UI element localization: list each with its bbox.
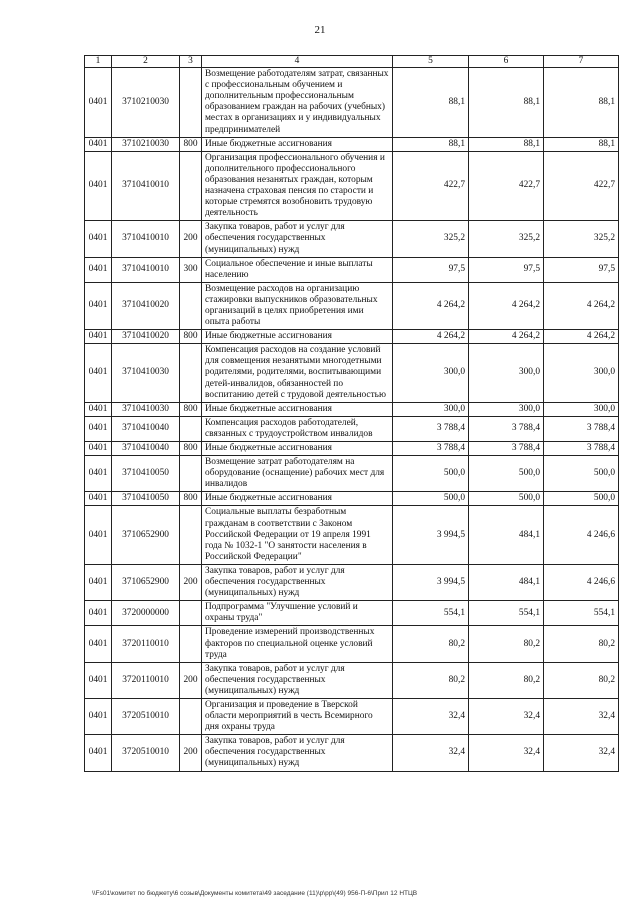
section-code-cell: 0401 (85, 151, 112, 221)
section-code-cell: 0401 (85, 506, 112, 564)
expense-type-cell (180, 456, 202, 492)
amount-col-7-cell: 80,2 (544, 662, 619, 698)
amount-col-6-cell: 325,2 (469, 221, 544, 257)
table-row (85, 221, 619, 257)
expense-type-cell: 200 (180, 564, 202, 600)
table-header-row (85, 56, 619, 68)
header-col-6: 6 (469, 56, 544, 68)
description-cell: Иные бюджетные ассигнования (202, 330, 393, 344)
amount-col-7-cell: 422,7 (544, 151, 619, 221)
description-cell: Возмещение работодателям затрат, связанных с профессиональным обучением и дополнительным профессиональным образованием граждан на рабочих (учебных) местах в организациях и у индивидуальных предпринимателей (202, 68, 393, 138)
amount-col-5-cell: 80,2 (393, 626, 469, 662)
amount-col-7-cell: 80,2 (544, 626, 619, 662)
description-cell: Иные бюджетные ассигнования (202, 442, 393, 456)
amount-col-5-cell: 300,0 (393, 402, 469, 416)
expense-type-cell (180, 601, 202, 626)
table-row (85, 442, 619, 456)
target-article-cell: 3710210030 (112, 137, 180, 151)
amount-col-6-cell: 4 264,2 (469, 330, 544, 344)
section-code-cell: 0401 (85, 456, 112, 492)
amount-col-6-cell: 484,1 (469, 564, 544, 600)
expense-type-cell (180, 698, 202, 734)
target-article-cell: 3710410010 (112, 221, 180, 257)
amount-col-6-cell: 88,1 (469, 137, 544, 151)
target-article-cell: 3710652900 (112, 506, 180, 564)
section-code-cell: 0401 (85, 68, 112, 138)
amount-col-6-cell: 97,5 (469, 257, 544, 282)
table-row (85, 456, 619, 492)
target-article-cell: 3710410030 (112, 344, 180, 402)
section-code-cell: 0401 (85, 344, 112, 402)
expense-type-cell: 200 (180, 662, 202, 698)
expense-type-cell (180, 626, 202, 662)
amount-col-5-cell: 80,2 (393, 662, 469, 698)
description-cell: Возмещение затрат работодателям на оборудование (оснащение) рабочих мест для инвалидов (202, 456, 393, 492)
expense-type-cell (180, 344, 202, 402)
target-article-cell: 3710410020 (112, 282, 180, 329)
description-cell: Подпрограмма "Улучшение условий и охраны труда" (202, 601, 393, 626)
amount-col-6-cell: 80,2 (469, 662, 544, 698)
amount-col-7-cell: 325,2 (544, 221, 619, 257)
target-article-cell: 3720110010 (112, 662, 180, 698)
amount-col-6-cell: 32,4 (469, 735, 544, 771)
amount-col-7-cell: 554,1 (544, 601, 619, 626)
amount-col-7-cell: 300,0 (544, 402, 619, 416)
expense-type-cell: 200 (180, 221, 202, 257)
amount-col-6-cell: 32,4 (469, 698, 544, 734)
table-row (85, 257, 619, 282)
expense-type-cell (180, 151, 202, 221)
amount-col-5-cell: 88,1 (393, 68, 469, 138)
amount-col-6-cell: 422,7 (469, 151, 544, 221)
table-row (85, 698, 619, 734)
amount-col-7-cell: 3 788,4 (544, 442, 619, 456)
amount-col-5-cell: 4 264,2 (393, 330, 469, 344)
amount-col-6-cell: 88,1 (469, 68, 544, 138)
table-row (85, 492, 619, 506)
amount-col-7-cell: 3 788,4 (544, 416, 619, 441)
table-row (85, 626, 619, 662)
header-col-3: 3 (180, 56, 202, 68)
amount-col-5-cell: 3 788,4 (393, 442, 469, 456)
target-article-cell: 3720110010 (112, 626, 180, 662)
file-path-footer: \\Fs01\комитет по бюджету\6 созыв\Документы комитета\49 заседание (11)\р\рр\(49) 956-П-6\Прил 12 НТЦВ (92, 890, 418, 897)
amount-col-7-cell: 88,1 (544, 68, 619, 138)
expense-type-cell: 800 (180, 402, 202, 416)
description-cell: Закупка товаров, работ и услуг для обеспечения государственных (муниципальных) нужд (202, 221, 393, 257)
table-row (85, 282, 619, 329)
amount-col-7-cell: 500,0 (544, 456, 619, 492)
amount-col-5-cell: 97,5 (393, 257, 469, 282)
section-code-cell: 0401 (85, 564, 112, 600)
description-cell: Проведение измерений производственных факторов по специальной оценке условий труда (202, 626, 393, 662)
target-article-cell: 3710410030 (112, 402, 180, 416)
expense-type-cell: 800 (180, 492, 202, 506)
table-row (85, 344, 619, 402)
amount-col-6-cell: 300,0 (469, 344, 544, 402)
header-col-1: 1 (85, 56, 112, 68)
amount-col-5-cell: 32,4 (393, 698, 469, 734)
table-row (85, 564, 619, 600)
amount-col-7-cell: 4 264,2 (544, 330, 619, 344)
section-code-cell: 0401 (85, 442, 112, 456)
header-col-2: 2 (112, 56, 180, 68)
description-cell: Закупка товаров, работ и услуг для обеспечения государственных (муниципальных) нужд (202, 662, 393, 698)
header-col-7: 7 (544, 56, 619, 68)
description-cell: Социальное обеспечение и иные выплаты населению (202, 257, 393, 282)
section-code-cell: 0401 (85, 257, 112, 282)
expense-type-cell: 200 (180, 735, 202, 771)
target-article-cell: 3720000000 (112, 601, 180, 626)
target-article-cell: 3710410050 (112, 456, 180, 492)
section-code-cell: 0401 (85, 402, 112, 416)
description-cell: Организация профессионального обучения и дополнительного профессионального образования незанятых граждан, которым назначена страховая пенсия по старости и которые стремятся возобновить трудовую деятельность (202, 151, 393, 221)
expense-type-cell: 300 (180, 257, 202, 282)
amount-col-5-cell: 3 788,4 (393, 416, 469, 441)
target-article-cell: 3710210030 (112, 68, 180, 138)
table-row (85, 151, 619, 221)
header-col-5: 5 (393, 56, 469, 68)
expense-type-cell (180, 282, 202, 329)
expense-type-cell: 800 (180, 442, 202, 456)
section-code-cell: 0401 (85, 626, 112, 662)
amount-col-7-cell: 97,5 (544, 257, 619, 282)
amount-col-5-cell: 4 264,2 (393, 282, 469, 329)
amount-col-5-cell: 88,1 (393, 137, 469, 151)
section-code-cell: 0401 (85, 698, 112, 734)
amount-col-7-cell: 4 246,6 (544, 564, 619, 600)
header-col-4: 4 (202, 56, 393, 68)
amount-col-6-cell: 300,0 (469, 402, 544, 416)
table-row (85, 416, 619, 441)
target-article-cell: 3710410010 (112, 257, 180, 282)
table-row (85, 601, 619, 626)
expense-type-cell: 800 (180, 330, 202, 344)
section-code-cell: 0401 (85, 282, 112, 329)
page-number: 21 (314, 24, 326, 36)
section-code-cell: 0401 (85, 221, 112, 257)
target-article-cell: 3710410050 (112, 492, 180, 506)
table-row (85, 662, 619, 698)
amount-col-6-cell: 4 264,2 (469, 282, 544, 329)
amount-col-5-cell: 32,4 (393, 735, 469, 771)
amount-col-7-cell: 32,4 (544, 735, 619, 771)
budget-table (84, 55, 619, 772)
amount-col-5-cell: 422,7 (393, 151, 469, 221)
section-code-cell: 0401 (85, 735, 112, 771)
amount-col-5-cell: 3 994,5 (393, 564, 469, 600)
amount-col-5-cell: 500,0 (393, 456, 469, 492)
amount-col-7-cell: 300,0 (544, 344, 619, 402)
section-code-cell: 0401 (85, 330, 112, 344)
target-article-cell: 3720510010 (112, 698, 180, 734)
description-cell: Иные бюджетные ассигнования (202, 402, 393, 416)
table-row (85, 330, 619, 344)
table-row (85, 735, 619, 771)
expense-type-cell: 800 (180, 137, 202, 151)
amount-col-6-cell: 500,0 (469, 492, 544, 506)
amount-col-5-cell: 300,0 (393, 344, 469, 402)
description-cell: Компенсация расходов работодателей, связанных с трудоустройством инвалидов (202, 416, 393, 441)
target-article-cell: 3710410020 (112, 330, 180, 344)
description-cell: Закупка товаров, работ и услуг для обеспечения государственных (муниципальных) нужд (202, 735, 393, 771)
amount-col-7-cell: 4 264,2 (544, 282, 619, 329)
amount-col-6-cell: 484,1 (469, 506, 544, 564)
description-cell: Организация и проведение в Тверской области мероприятий в честь Всемирного дня охраны труда (202, 698, 393, 734)
amount-col-5-cell: 325,2 (393, 221, 469, 257)
amount-col-7-cell: 88,1 (544, 137, 619, 151)
target-article-cell: 3710410040 (112, 442, 180, 456)
target-article-cell: 3720510010 (112, 735, 180, 771)
section-code-cell: 0401 (85, 416, 112, 441)
amount-col-7-cell: 32,4 (544, 698, 619, 734)
description-cell: Возмещение расходов на организацию стажировки выпускников образовательных организаций в целях приобретения ими опыта работы (202, 282, 393, 329)
amount-col-6-cell: 554,1 (469, 601, 544, 626)
table-row (85, 68, 619, 138)
description-cell: Социальные выплаты безработным гражданам в соответствии с Законом Российской Федерации от 19 апреля 1991 года № 1032-1 "О занятости населения в Российской Федерации" (202, 506, 393, 564)
amount-col-6-cell: 500,0 (469, 456, 544, 492)
section-code-cell: 0401 (85, 492, 112, 506)
amount-col-7-cell: 500,0 (544, 492, 619, 506)
description-cell: Иные бюджетные ассигнования (202, 137, 393, 151)
description-cell: Компенсация расходов на создание условий для совмещения незанятыми многодетными родителями, родителями, воспитывающими детей-инвалидов, обязанностей по воспитанию детей с трудовой деятельностью (202, 344, 393, 402)
target-article-cell: 3710410040 (112, 416, 180, 441)
amount-col-6-cell: 3 788,4 (469, 442, 544, 456)
table-row (85, 137, 619, 151)
section-code-cell: 0401 (85, 601, 112, 626)
amount-col-5-cell: 554,1 (393, 601, 469, 626)
amount-col-6-cell: 3 788,4 (469, 416, 544, 441)
expense-type-cell (180, 506, 202, 564)
amount-col-5-cell: 500,0 (393, 492, 469, 506)
description-cell: Иные бюджетные ассигнования (202, 492, 393, 506)
section-code-cell: 0401 (85, 137, 112, 151)
target-article-cell: 3710410010 (112, 151, 180, 221)
section-code-cell: 0401 (85, 662, 112, 698)
expense-type-cell (180, 68, 202, 138)
description-cell: Закупка товаров, работ и услуг для обеспечения государственных (муниципальных) нужд (202, 564, 393, 600)
table-row (85, 402, 619, 416)
expense-type-cell (180, 416, 202, 441)
amount-col-5-cell: 3 994,5 (393, 506, 469, 564)
table-row (85, 506, 619, 564)
target-article-cell: 3710652900 (112, 564, 180, 600)
amount-col-7-cell: 4 246,6 (544, 506, 619, 564)
amount-col-6-cell: 80,2 (469, 626, 544, 662)
